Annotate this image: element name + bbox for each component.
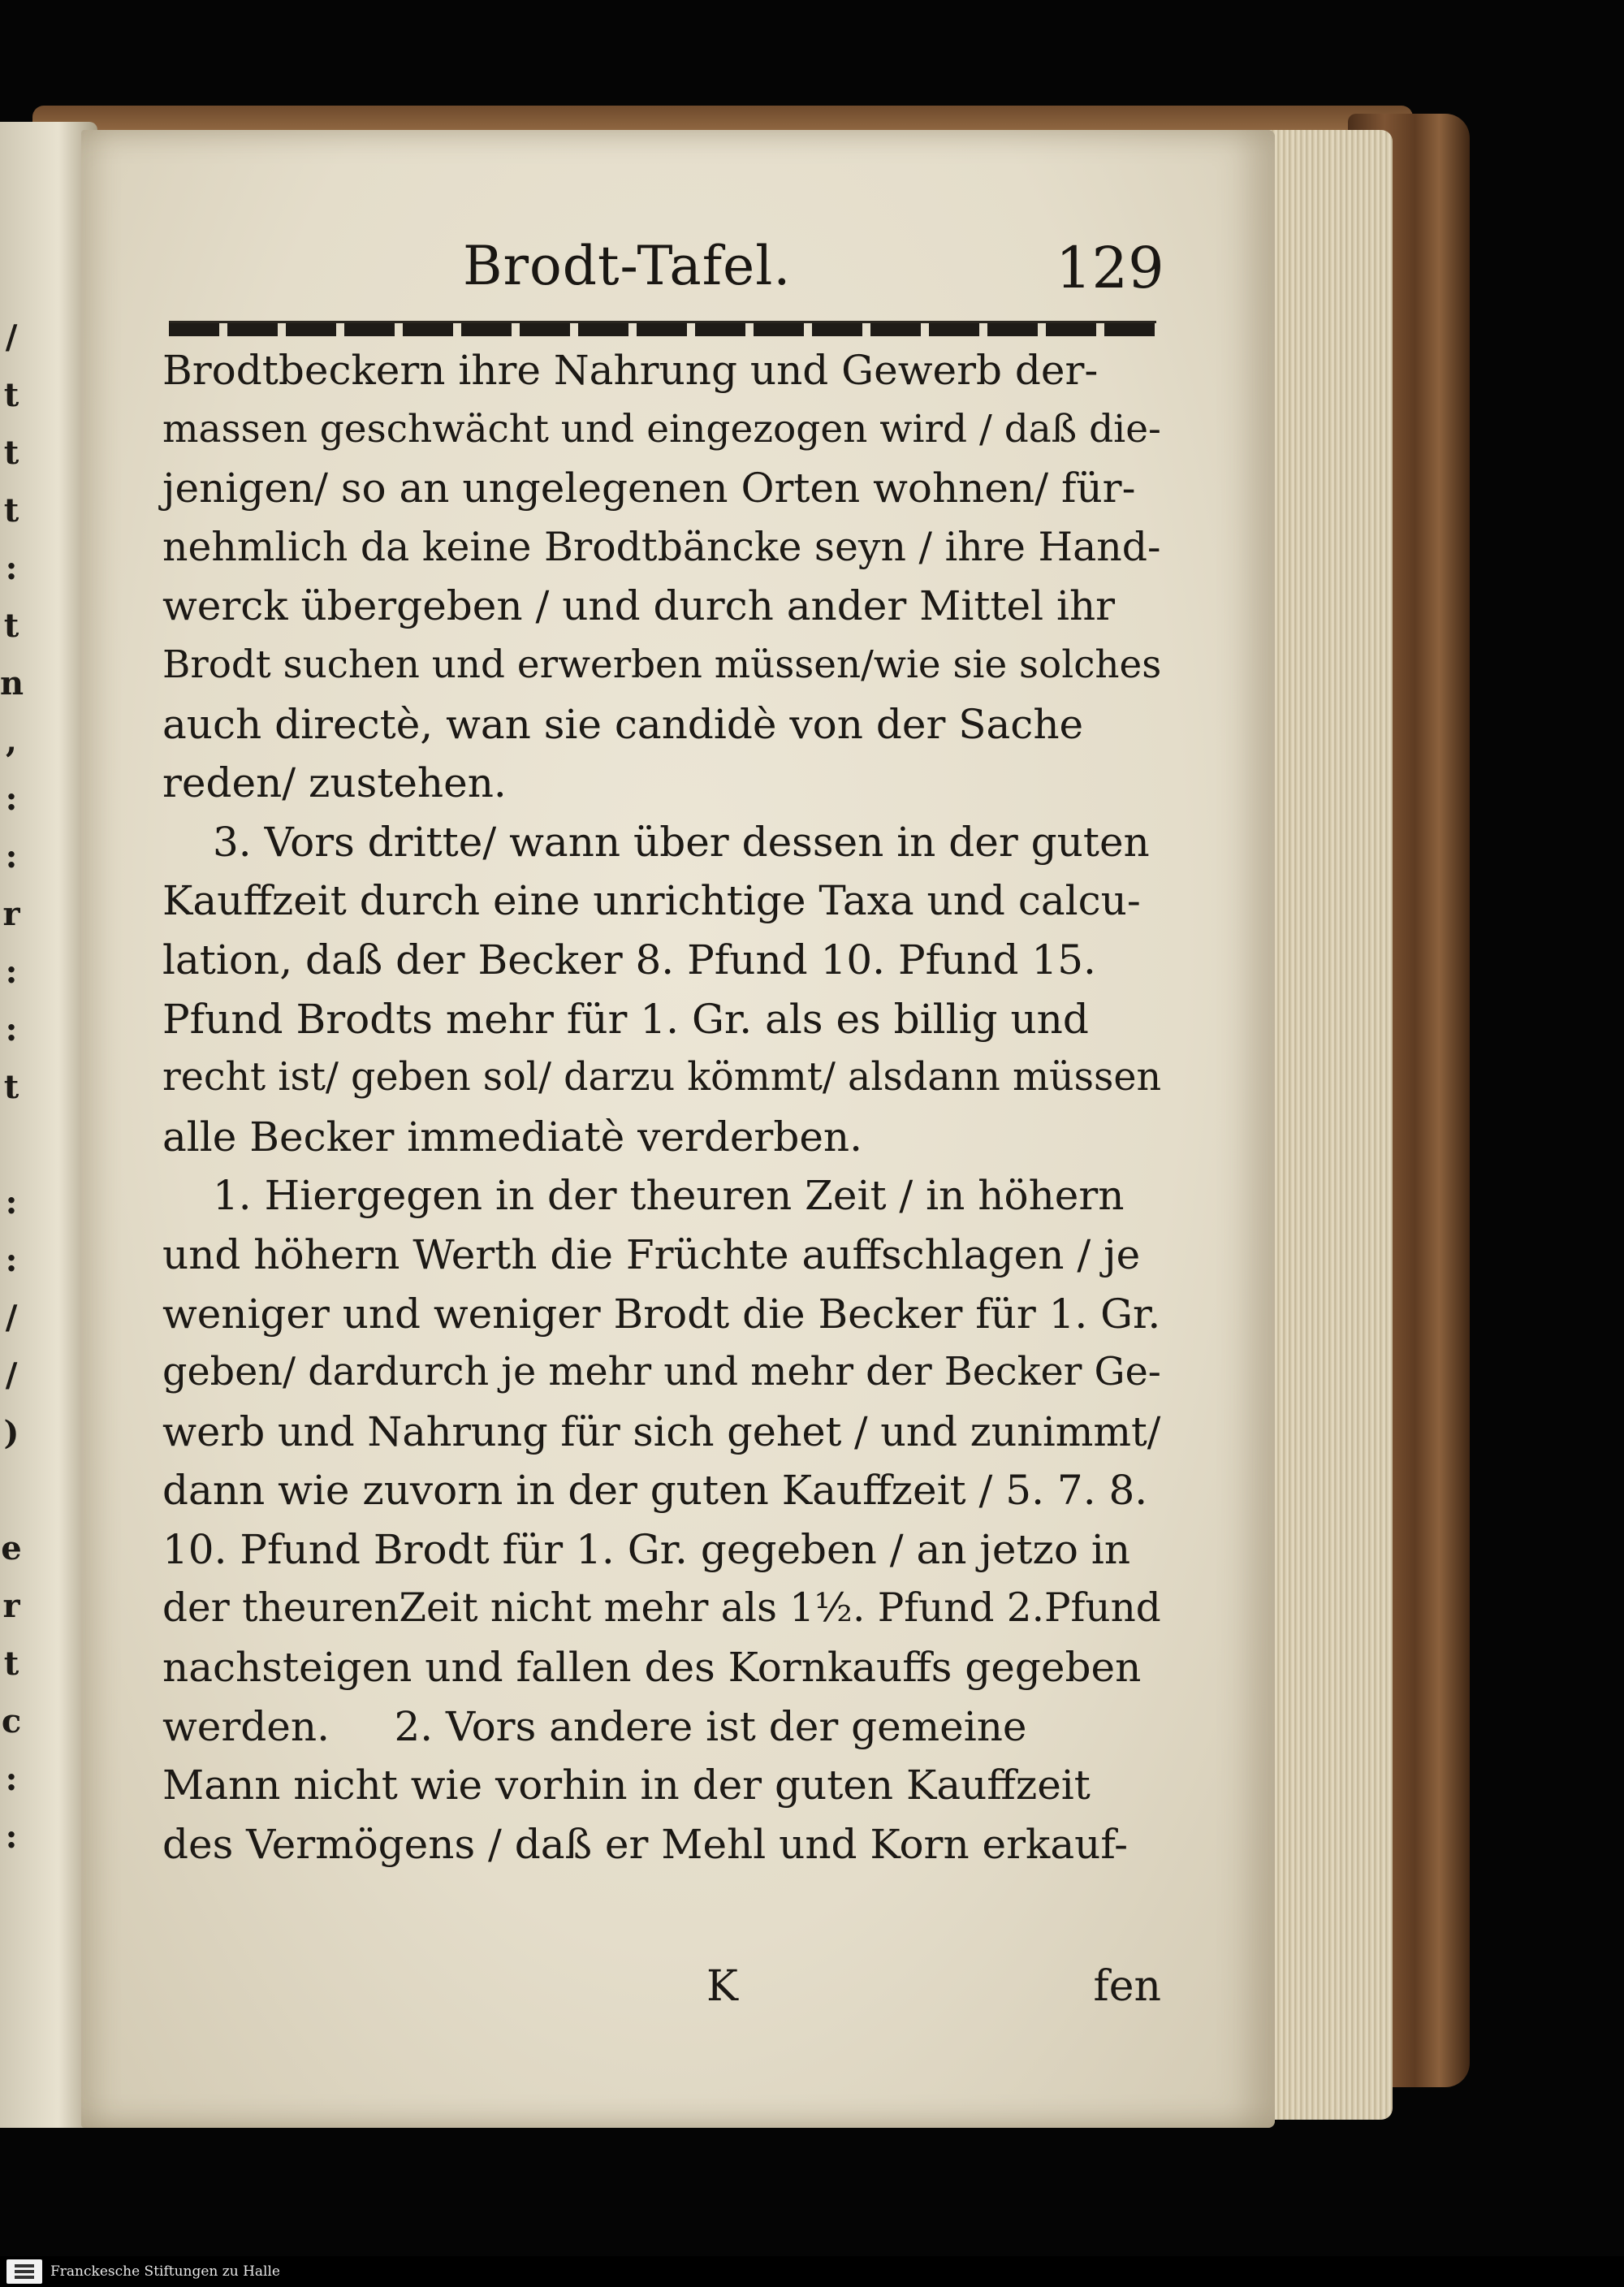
footer-institution: Franckesche Stiftungen zu Halle [50, 2263, 280, 2280]
text-line: Kauffzeit durch eine unrichtige Taxa und calcu- [162, 877, 1141, 925]
text-line: Brodt suchen und erwerben müssen/wie sie solches [162, 642, 1162, 687]
footer-bar [0, 2256, 1624, 2287]
text-line: und höhern Werth die Früchte auffschlagen / je [162, 1230, 1141, 1278]
catchword: fen [1093, 1962, 1161, 2011]
text-line: reden/ zustehen. [162, 759, 507, 807]
left-page-edge-text: / t t t : t n , : : r : : t : : / / ) e r t c : : [0, 318, 24, 1856]
page-edges [1263, 130, 1393, 2120]
text-line: geben/ dardurch je mehr und mehr der Becker Ge- [162, 1350, 1161, 1395]
page-number: 129 [1056, 235, 1164, 301]
text-line: auch directè, wan sie candidè von der Sache [162, 700, 1084, 748]
text-line: Brodtbeckern ihre Nahrung und Gewerb der- [162, 347, 1099, 394]
text-line: 3. Vors dritte/ wann über dessen in der guten [213, 818, 1150, 866]
page-body [162, 341, 1161, 1965]
text-line: des Vermögens / daß er Mehl und Korn erkauf- [162, 1820, 1128, 1868]
header-rule [169, 321, 1156, 336]
text-line: massen geschwächt und eingezogen wird / daß die- [162, 406, 1161, 452]
signature-mark: K [706, 1962, 738, 2011]
text-line: jenigen/ so an ungelegenen Orten wohnen/ für- [162, 465, 1136, 512]
text-line: Mann nicht wie vorhin in der guten Kauffzeit [162, 1762, 1091, 1809]
text-line: lation, daß der Becker 8. Pfund 10. Pfund 15. [162, 936, 1096, 984]
text-line: werden. 2. Vors andere ist der gemeine [162, 1702, 1027, 1750]
text-line: werck übergeben / und durch ander Mittel ihr [162, 582, 1116, 630]
running-title: Brodt-Tafel. [463, 235, 792, 297]
text-line: werb und Nahrung für sich gehet / und zunimmt/ [162, 1407, 1161, 1455]
text-line: recht ist/ geben sol/ darzu kömmt/ alsdann müssen [162, 1055, 1162, 1100]
text-line: 1. Hiergegen in der theuren Zeit / in höhern [213, 1172, 1125, 1220]
text-line: weniger und weniger Brodt die Becker für 1. Gr. [162, 1290, 1161, 1338]
institution-logo-icon [6, 2259, 42, 2284]
text-line: nachsteigen und fallen des Kornkauffs gegeben [162, 1644, 1142, 1692]
text-line: alle Becker immediatè verderben. [162, 1113, 863, 1161]
text-line: 10. Pfund Brodt für 1. Gr. gegeben / an jetzo in [162, 1525, 1131, 1573]
text-line: Pfund Brodts mehr für 1. Gr. als es billig und [162, 995, 1089, 1043]
text-line: nehmlich da keine Brodtbäncke seyn / ihre Hand- [162, 523, 1161, 570]
text-line: dann wie zuvorn in der guten Kauffzeit / 5. 7. 8. [162, 1467, 1148, 1515]
text-line: der theurenZeit nicht mehr als 1½. Pfund 2.Pfund [162, 1585, 1161, 1632]
